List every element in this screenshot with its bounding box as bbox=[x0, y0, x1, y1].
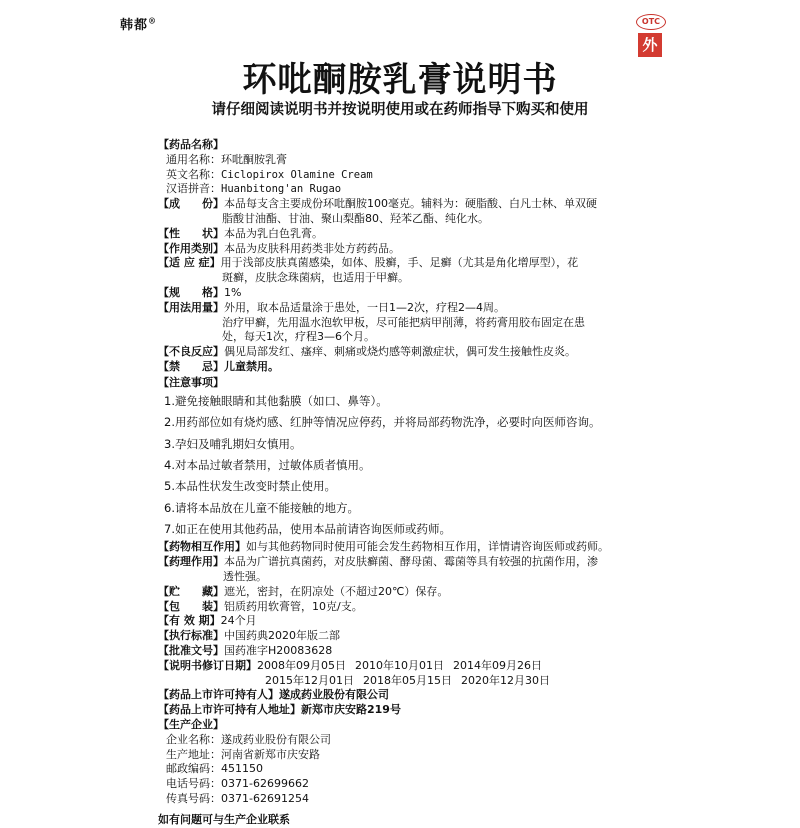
usage-row-2 bbox=[158, 316, 678, 331]
precaution-item: 7.如正在使用其他药品，使用本品前请咨询医师或药师。 bbox=[164, 522, 451, 537]
field-value: 451150 bbox=[221, 762, 263, 776]
approval-row bbox=[158, 644, 678, 659]
holder-address-row bbox=[158, 703, 678, 718]
fax-row bbox=[158, 792, 678, 807]
section-text: 中国药典2020年版二部 bbox=[224, 629, 340, 643]
section-label: 【批准文号】 bbox=[158, 644, 224, 658]
section-text: 1% bbox=[224, 285, 242, 299]
section-text: 国药准字H20083628 bbox=[224, 644, 333, 658]
composition-row bbox=[158, 197, 678, 212]
section-label: 【药品名称】 bbox=[158, 138, 224, 151]
composition-row-2 bbox=[158, 212, 678, 227]
section-text: 本品为皮肤科用药类非处方药药品。 bbox=[224, 241, 400, 255]
field-value: 河南省新郑市庆安路 bbox=[221, 747, 320, 761]
section-label: 【包 装】 bbox=[158, 599, 224, 613]
field-label: 企业名称： bbox=[166, 732, 221, 746]
holder-row bbox=[158, 688, 678, 703]
section-text: 本品每支含主要成份环吡酮胺100毫克。辅料为：硬脂酸、白凡士林、单双硬 bbox=[224, 197, 597, 211]
drug-name-section bbox=[158, 138, 678, 153]
section-label: 【药品上市许可持有人地址】 bbox=[158, 703, 301, 717]
precaution-item: 6.请将本品放在儿童不能接触的地方。 bbox=[164, 500, 359, 515]
validity-row bbox=[158, 614, 678, 629]
revision-date: 2015年12月01日 bbox=[265, 673, 354, 687]
field-label: 汉语拼音： bbox=[166, 182, 221, 196]
revision-row bbox=[158, 659, 678, 674]
precaution-item: 4.对本品过敏者禁用，过敏体质者慎用。 bbox=[164, 457, 371, 472]
revision-date: 2010年10月01日 bbox=[355, 658, 444, 672]
interaction-row bbox=[158, 540, 678, 555]
section-text: 儿童禁用。 bbox=[224, 359, 279, 373]
section-label: 【药物相互作用】 bbox=[158, 540, 246, 554]
field-label: 邮政编码： bbox=[166, 762, 221, 776]
field-value: 0371-62691254 bbox=[221, 792, 309, 806]
section-text: 新郑市庆安路219号 bbox=[301, 703, 401, 717]
revision-dates bbox=[265, 674, 559, 689]
section-label: 【禁 忌】 bbox=[158, 359, 224, 373]
indication-row-2 bbox=[158, 271, 678, 286]
section-text: 24个月 bbox=[220, 614, 257, 628]
field-value: Huanbitong'an Rugao bbox=[221, 183, 342, 196]
section-text: 用于浅部皮肤真菌感染，如体、股癣，手、足癣（尤其是角化增厚型），花 bbox=[220, 256, 579, 270]
section-label: 【作用类别】 bbox=[158, 241, 224, 255]
section-label: 【用法用量】 bbox=[158, 300, 224, 314]
standard-row bbox=[158, 629, 678, 644]
section-label: 【贮 藏】 bbox=[158, 584, 224, 598]
section-label: 【适 应 症】 bbox=[158, 256, 221, 270]
section-text: 本品为广谱抗真菌药，对皮肤癣菌、酵母菌、霉菌等具有较强的抗菌作用，渗 bbox=[224, 555, 598, 569]
english-name-row bbox=[158, 168, 678, 183]
contraindication-row bbox=[158, 360, 678, 375]
precaution-item: 2.用药部位如有烧灼感、红肿等情况应停药，并将局部药物洗净，必要时向医师咨询。 bbox=[164, 415, 601, 430]
brand-name: 韩都 bbox=[120, 18, 149, 33]
field-label: 通用名称： bbox=[166, 152, 221, 166]
precaution-item: 3.孕妇及哺乳期妇女慎用。 bbox=[164, 436, 302, 451]
phone-row bbox=[158, 777, 678, 792]
section-text: 本品为乳白色乳膏。 bbox=[224, 226, 323, 240]
field-label: 电话号码： bbox=[166, 777, 221, 791]
otc-badge: OTC bbox=[636, 14, 666, 30]
section-text: 脂酸甘油酯、甘油、聚山梨酯80、羟苯乙酯、纯化水。 bbox=[222, 211, 489, 225]
section-label: 【药理作用】 bbox=[158, 555, 224, 569]
section-label: 【成 份】 bbox=[158, 197, 224, 211]
pharmacology-row bbox=[158, 555, 678, 570]
section-text: 透性强。 bbox=[223, 570, 267, 584]
section-label: 【药品上市许可持有人】 bbox=[158, 688, 279, 702]
leaflet-content bbox=[158, 138, 678, 828]
field-label: 生产地址： bbox=[166, 747, 221, 761]
section-label: 【注意事项】 bbox=[158, 375, 224, 389]
revision-date: 2018年05月15日 bbox=[363, 673, 452, 687]
manufacturer-address-row bbox=[158, 748, 678, 763]
indication-row bbox=[158, 256, 678, 271]
manufacturer-name-row bbox=[158, 733, 678, 748]
pharmacology-row-2 bbox=[158, 570, 678, 585]
section-label: 【不良反应】 bbox=[158, 345, 224, 359]
usage-row bbox=[158, 301, 678, 316]
storage-row bbox=[158, 585, 678, 600]
section-label: 【说明书修订日期】 bbox=[158, 658, 257, 672]
precaution-item: 1.避免接触眼睛和其他黏膜（如口、鼻等）。 bbox=[164, 393, 388, 408]
postal-code-row bbox=[158, 762, 678, 777]
usage-row-3 bbox=[158, 330, 678, 345]
package-row bbox=[158, 600, 678, 615]
footer-note: 如有问题可与生产企业联系 bbox=[158, 812, 290, 826]
character-row bbox=[158, 227, 678, 242]
field-value: 环吡酮胺乳膏 bbox=[221, 152, 287, 166]
adverse-row bbox=[158, 345, 678, 360]
section-label: 【规 格】 bbox=[158, 285, 224, 299]
section-label: 【执行标准】 bbox=[158, 629, 224, 643]
brand-logo bbox=[120, 14, 157, 33]
generic-name-row bbox=[158, 153, 678, 168]
section-text: 治疗甲癣，先用温水泡软甲板，尽可能把病甲削薄，将药膏用胶布固定在患 bbox=[222, 315, 585, 329]
revision-date: 2008年09月05日 bbox=[257, 658, 346, 672]
registered-mark: ® bbox=[148, 15, 158, 26]
precautions-section bbox=[158, 375, 678, 391]
pinyin-row bbox=[158, 182, 678, 197]
precaution-item: 5.本品性状发生改变时禁止使用。 bbox=[164, 479, 336, 494]
field-value: 0371-62699662 bbox=[221, 777, 309, 791]
manufacturer-section bbox=[158, 718, 678, 733]
section-label: 【性 状】 bbox=[158, 226, 224, 240]
field-value: Ciclopirox Olamine Cream bbox=[221, 168, 373, 181]
revision-date: 2020年12月30日 bbox=[461, 673, 550, 687]
section-label: 【生产企业】 bbox=[158, 718, 224, 732]
field-label: 传真号码： bbox=[166, 792, 221, 806]
otc-category-badge: 外 bbox=[638, 33, 662, 57]
category-row bbox=[158, 242, 678, 257]
section-text: 铝质药用软膏管，10克/支。 bbox=[224, 599, 363, 613]
document-subtitle: 请仔细阅读说明书并按说明使用或在药师指导下购买和使用 bbox=[211, 102, 589, 118]
section-text: 遮光，密封，在阴凉处（不超过20℃）保存。 bbox=[224, 584, 449, 598]
spec-row bbox=[158, 286, 678, 301]
revision-row-2 bbox=[158, 674, 678, 689]
field-label: 英文名称： bbox=[166, 167, 221, 181]
section-label: 【有 效 期】 bbox=[158, 614, 221, 628]
section-text: 如与其他药物同时使用可能会发生药物相互作用，详情请咨询医师或药师。 bbox=[246, 540, 609, 554]
section-text: 遂成药业股份有限公司 bbox=[279, 688, 389, 702]
section-text: 处，每天1次，疗程3—6个月。 bbox=[222, 330, 375, 344]
section-text: 斑癣，皮肤念珠菌病，也适用于甲癣。 bbox=[222, 271, 409, 285]
section-text: 外用，取本品适量涂于患处，一日1—2次，疗程2—4周。 bbox=[224, 300, 505, 314]
document-title: 环吡酮胺乳膏说明书 bbox=[242, 60, 558, 100]
field-value: 遂成药业股份有限公司 bbox=[221, 732, 331, 746]
revision-date: 2014年09月26日 bbox=[453, 658, 542, 672]
revision-dates bbox=[257, 659, 551, 674]
section-text: 偶见局部发红、瘙痒、刺痛或烧灼感等刺激症状，偶可发生接触性皮炎。 bbox=[224, 345, 576, 359]
